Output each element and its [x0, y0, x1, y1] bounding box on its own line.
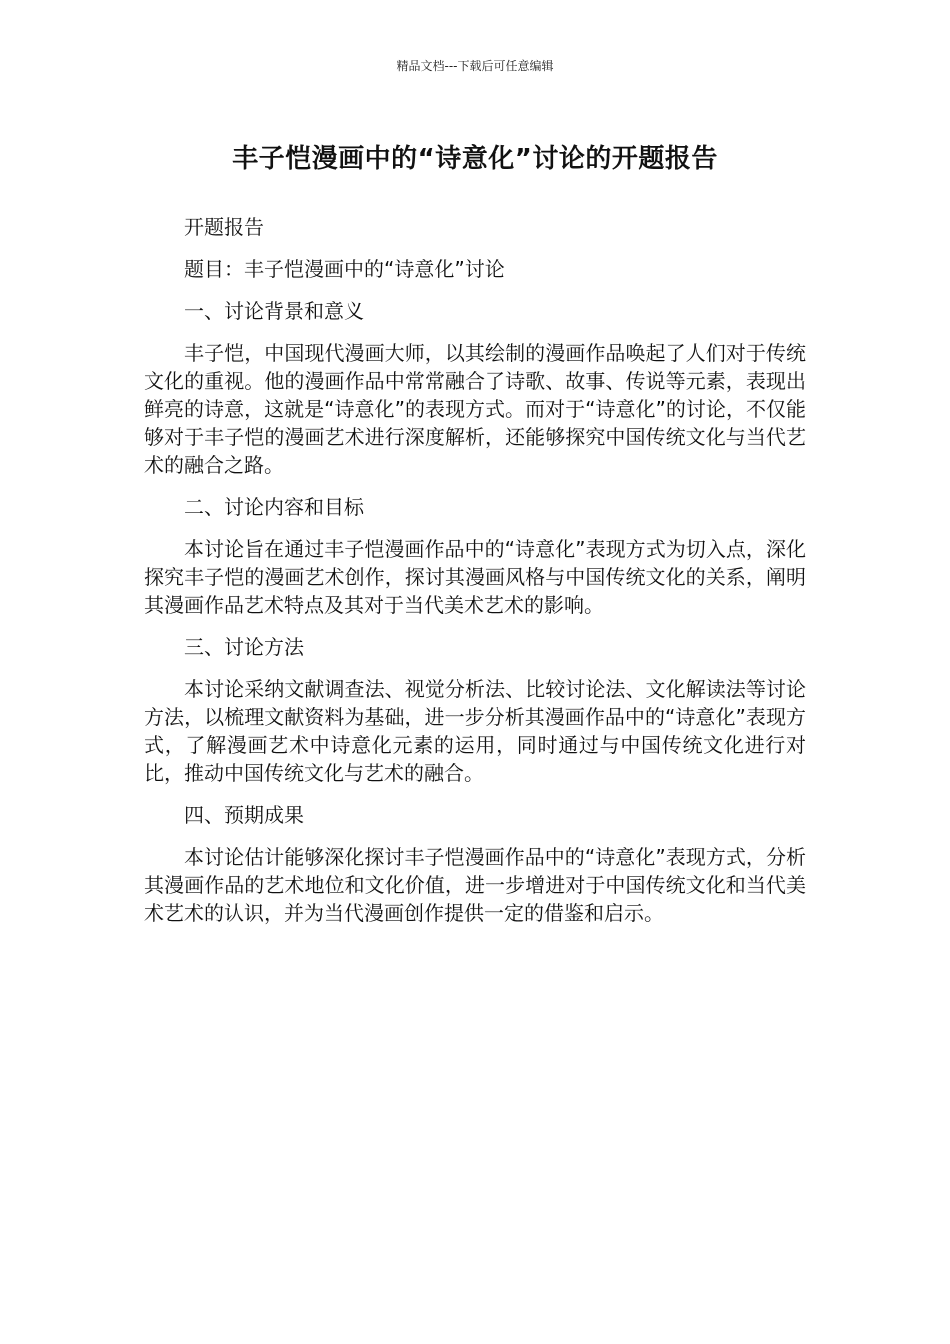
report-label: 开题报告: [184, 215, 264, 239]
section-body-method: 本讨论采纳文献调查法、视觉分析法、比较讨论法、文化解读法等讨论方法，以梳理文献资料为基础，进一步分析其漫画作品中的“诗意化”表现方式，了解漫画艺术中诗意化元素的运用，同时通过与中国传统文化进行对比，推动中国传统文化与艺术的融合。: [144, 677, 806, 785]
section-body-content: 本讨论旨在通过丰子恺漫画作品中的“诗意化”表现方式为切入点，深化探究丰子恺的漫画艺术创作，探讨其漫画风格与中国传统文化的关系，阐明其漫画作品艺术特点及其对于当代美术艺术的影响。: [144, 537, 806, 617]
document-title: 丰子恺漫画中的“诗意化”讨论的开题报告: [232, 144, 718, 174]
topic-line: 题目：丰子恺漫画中的“诗意化”讨论: [184, 257, 505, 281]
section-heading-method: 三、讨论方法: [184, 635, 304, 659]
page-header-note: 精品文档---下载后可任意编辑: [396, 59, 554, 73]
section-body-outcome: 本讨论估计能够深化探讨丰子恺漫画作品中的“诗意化”表现方式，分析其漫画作品的艺术地位和文化价值，进一步增进对于中国传统文化和当代美术艺术的认识，并为当代漫画创作提供一定的借鉴和启示。: [144, 845, 806, 925]
section-body-background: 丰子恺，中国现代漫画大师，以其绘制的漫画作品唤起了人们对于传统文化的重视。他的漫画作品中常常融合了诗歌、故事、传说等元素，表现出鲜亮的诗意，这就是“诗意化”的表现方式。而对于“诗意化”的讨论，不仅能够对于丰子恺的漫画艺术进行深度解析，还能够探究中国传统文化与当代艺术的融合之路。: [144, 341, 806, 477]
section-heading-outcome: 四、预期成果: [184, 803, 304, 827]
section-heading-content: 二、讨论内容和目标: [184, 495, 364, 519]
section-heading-background: 一、讨论背景和意义: [184, 299, 364, 323]
document-body: [144, 213, 806, 941]
